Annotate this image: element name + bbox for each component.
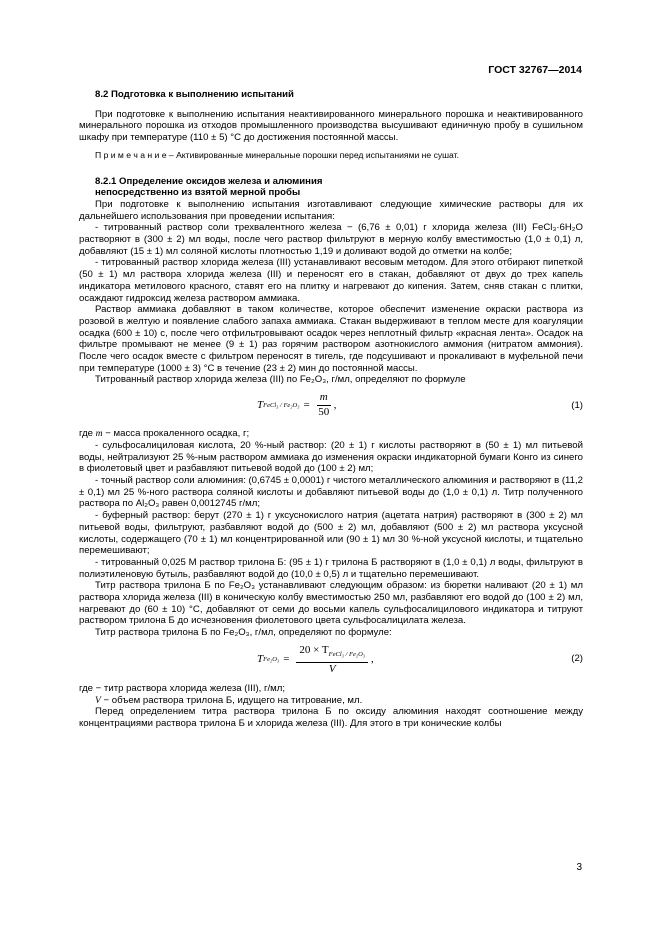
page-number: 3 xyxy=(576,862,582,873)
formula-2-tail: , xyxy=(371,653,374,666)
note xyxy=(79,150,583,162)
paragraph: Титр раствора трилона Б по Fe₂O₃ устанавливают следующим образом: из бюретки наливают (20 ± 1) мл раствора хлорида железа (III) в коническую колбу вместимостью 250 мл, разбавляют его водой до (100 ± 2) мл, нагревают до (60 ± 10) °С, добавляют от семи до восьми капель сульфосалицилового индикатора и титруют раствором трилона Б до исчезновения фиолетового цвета сульфосалицилата железа. xyxy=(79,580,583,627)
paragraph: При подготовке к выполнению испытания неактивированного минерального порошка и неактивированного минерального порошка из отходов промышленного производства высушивают единичную пробу в сушильном шкафу при температуре (110 ± 5) °С до достижения постоянной массы. xyxy=(79,108,583,144)
formula-2 xyxy=(79,639,583,683)
formula-1-denominator: 50 xyxy=(318,405,330,418)
formula-2-numerator-sub: FeCl₃ / Fe₂O₃ xyxy=(328,651,366,659)
formula-1-tail: , xyxy=(333,398,337,411)
formula-1-numerator: m xyxy=(317,392,331,406)
formula-2-numerator-main: 20 × T xyxy=(299,643,329,656)
formula-1 xyxy=(79,386,583,428)
paragraph: Титрованный раствор хлорида железа (III) по Fe₂O₃, г/мл, определяют по формуле xyxy=(95,374,466,386)
list-item: - точный раствор соли алюминия: (0,6745 ± 0,0001) г чистого металлического алюминия и растворяют в (11,2 ± 0,1) мл 25 %-ного раствора соляной кислоты и добавляют питьевой воды до (1,0 ± 0,1) л. Титр полученного раствора по Al₂O₃ равен 0,0012745 г/мл; xyxy=(79,474,583,510)
formula-1-explanation xyxy=(79,428,583,440)
formula-2-eq: = xyxy=(283,653,290,666)
list-item: - титрованный 0,025 М раствор трилона Б: (95 ± 1) г трилона Б растворяют в (1,0 ± 0,1) л воды, фильтруют в полиэтиленовую бутыль, разбавляют водой до (10,0 ± 0,5) л и тщательно перемешивают. xyxy=(79,556,583,580)
paragraph: Перед определением титра раствора трилона Б по оксиду алюминия находят соотношение между концентрациями раствора трилона Б и хлорида железа (III). Для этого в три конические колбы xyxy=(79,706,583,729)
formula-1-lhs-sub: FeCl₃ / Fe₂O₃ xyxy=(263,401,300,409)
formula-2-denominator: V xyxy=(328,662,336,675)
formula-2-lhs: T xyxy=(257,653,264,666)
formula-1-eq: = xyxy=(303,398,310,411)
list-item: - титрованный раствор хлорида железа (III) устанавливают весовым методом. Для этого отбирают пипеткой (50 ± 1) мл раствора хлорида железа (III) и переносят его в стакан, добавляют от двух до трех капель индикатора метилового красного, ставят его на плитку и нагревают до кипения. Затем, сняв стакан с плитки, осаждают гидроксид железа раствором аммиака. xyxy=(79,257,583,304)
formula-2-numerator xyxy=(296,645,368,663)
document-body xyxy=(79,89,583,730)
formula-1-fraction xyxy=(317,392,331,418)
note-label: П р и м е ч а н и е xyxy=(95,149,167,160)
list-item: - титрованный раствор соли трехвалентного железа − (6,76 ± 0,01) г хлорида железа (III) FeCl₃·6H₂O растворяют в (300 ± 2) мл воды, после чего раствор фильтруют в мерную колбу вместимостью (1,0 ± 0,1) л, добавляют (15 ± 1) мл соляной кислоты плотностью 1,19 и доливают водой до отметки на колбе; xyxy=(79,222,583,257)
formula-2-explanation-v xyxy=(79,695,583,707)
standard-designation: ГОСТ 32767—2014 xyxy=(488,64,582,76)
list-item: - буферный раствор: берут (270 ± 1) г уксуснокислого натрия (ацетата натрия) растворяют в (300 ± 2) мл питьевой воды, фильтруют, разбавляют водой до (500 ± 2) мл, добавляют (500 ± 2) мл раствора уксусной кислоты, содержащего (70 ± 1) мл концентрированной или (90 ± 1) мл 30 %-ной уксусной кислоты, и тщательно перемешивают; xyxy=(79,510,583,557)
formula-1-lhs: T xyxy=(257,398,264,411)
paragraph: Титр раствора трилона Б по Fe₂O₃, г/мл, определяют по формуле: xyxy=(95,627,392,639)
where-label: где xyxy=(79,428,96,440)
formula-1-expression xyxy=(257,392,336,418)
list-item: - сульфосалициловая кислота, 20 %-ный раствор: (20 ± 1) г кислоты растворяют в (50 ± 1) мл питьевой воды, нейтрализуют 25 %-ным раствором аммиака до изменения окраски индикаторной бумаги Конго из синего в фиолетовый цвет и разбавляют питьевой водой до (100 ± 2) мл; xyxy=(79,439,583,475)
formula-2-fraction xyxy=(296,645,368,676)
variable-m: m xyxy=(95,428,103,440)
formula-1-number: (1) xyxy=(571,400,583,412)
note-text: – Активированные минеральные порошки перед испытаниями не сушат. xyxy=(166,149,460,160)
section-title-8-2-1: 8.2.1 Определение оксидов железа и алюминия xyxy=(95,175,323,187)
section-title-8-2-1-cont: непосредственно из взятой мерной пробы xyxy=(95,187,301,199)
where-text: − объем раствора трилона Б, идущего на титрование, мл. xyxy=(100,694,363,706)
formula-2-explanation: где − титр раствора хлорида железа (III), г/мл; xyxy=(79,682,286,694)
where-text: − масса прокаленного осадка, г; xyxy=(102,428,250,440)
formula-2-expression xyxy=(257,645,374,676)
formula-2-lhs-sub: Fe₂O₃ xyxy=(263,656,280,664)
section-title-8-2: 8.2 Подготовка к выполнению испытаний xyxy=(95,89,294,100)
paragraph: При подготовке к выполнению испытания изготавливают следующие химические растворы для их дальнейшего использования при проведении испытания: xyxy=(79,198,583,222)
variable-v: V xyxy=(95,694,101,706)
formula-2-number: (2) xyxy=(571,652,583,664)
paragraph: Раствор аммиака добавляют в таком количестве, которое обеспечит изменение окраски раствора из розовой в желтую и появление слабого запаха аммиака. Стакан выдерживают в теплом месте для коагуляции осадка (600 ± 10) с, после чего отфильтровывают осадок через неплотный фильтр «красная лента». Осадок на фильтре промывают не менее (9 ± 1) раз горячим раствором азотнокислого аммония (нитратом аммония). После чего осадок вместе с фильтром переносят в тигель, где подсушивают и прокаливают в муфельной печи при температуре (1000 ± 3) °С в течение (23 ± 2) мин до постоянной массы. xyxy=(79,304,583,374)
